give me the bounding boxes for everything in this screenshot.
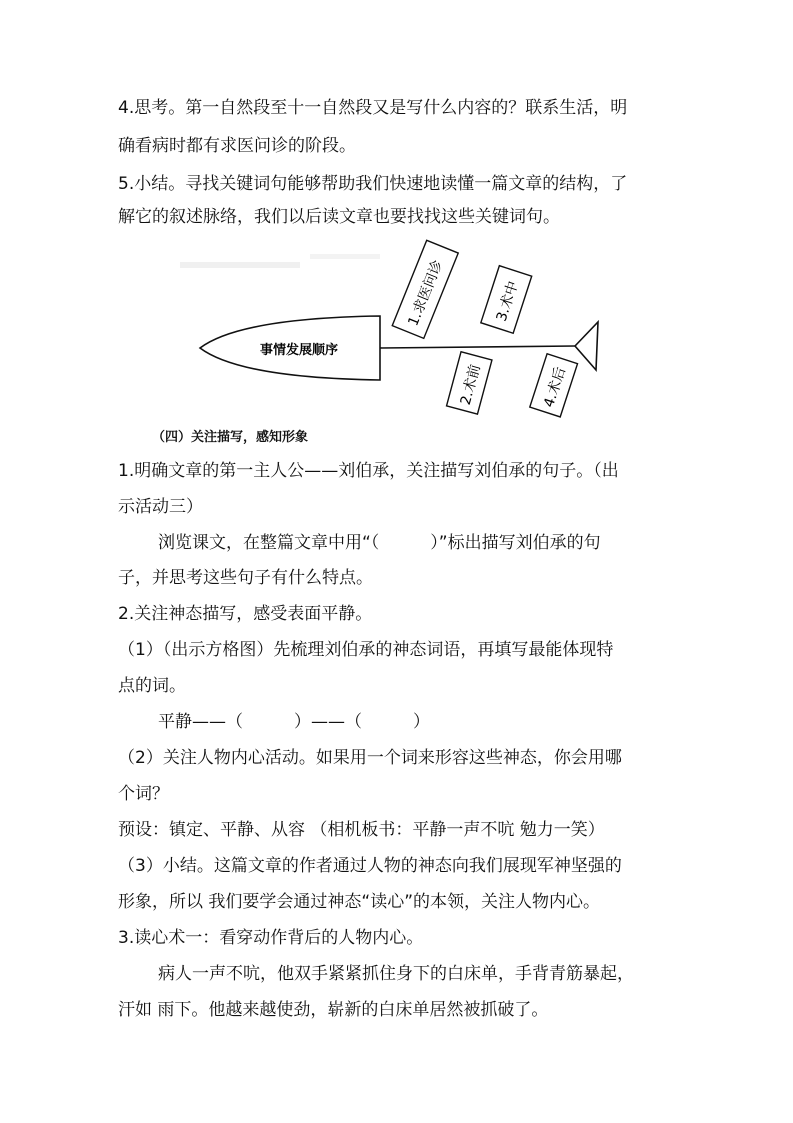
text-line: 个词？	[118, 784, 169, 804]
text-line: 3.读心术一：看穿动作背后的人物内心。	[118, 928, 424, 948]
fish-spine	[380, 346, 575, 348]
text-line: （1）（出示方格图）先梳理刘伯承的神态词语，再填写最能体现特	[118, 640, 614, 660]
background-smudge	[180, 262, 300, 268]
text-line: 形象，所以 我们要学会通过神态“读心”的本领，关注人物内心。	[118, 892, 601, 912]
fish-tail	[575, 322, 598, 370]
fishbone-box-3	[481, 266, 532, 334]
text-line: 5.小结。寻找关键词句能够帮助我们快速地读懂一篇文章的结构，了	[118, 174, 628, 194]
text-line: 汗如 雨下。他越来越使劲，崭新的白床单居然被抓破了。	[118, 1000, 549, 1020]
text-line: 点的词。	[118, 676, 186, 696]
text-line: （2）关注人物内心活动。如果用一个词来形容这些神态，你会用哪	[118, 748, 622, 768]
text-line: 确看病时都有求医问诊的阶段。	[118, 136, 356, 156]
fishbone-box-2	[447, 352, 492, 414]
text-line: 4.思考。第一自然段至十一自然段又是写什么内容的？联系生活，明	[118, 98, 628, 118]
box-label: 3.术中	[493, 279, 522, 324]
text-line: 解它的叙述脉络，我们以后读文章也要找找这些关键词句。	[118, 207, 560, 227]
text-line: （3）小结。这篇文章的作者通过人物的神态向我们展现军神坚强的	[118, 856, 622, 876]
box-label: 2.术前	[457, 362, 484, 407]
text-line: 1.明确文章的第一主人公——刘伯承，关注描写刘伯承的句子。（出	[118, 461, 619, 481]
text-line: 浏览课文，在整篇文章中用“（ ）”标出描写刘伯承的句	[158, 533, 601, 553]
fill-in-blank-line: 平静——（ ）——（ ）	[158, 712, 430, 732]
background-smudge	[310, 254, 380, 259]
text-line: 示活动三）	[118, 497, 203, 517]
fishbone-box-1	[392, 240, 458, 338]
fishbone-box-4	[530, 354, 578, 417]
box-label: 1.求医问诊	[405, 258, 447, 329]
text-line: 预设：镇定、平静、从容 （相机板书：平静一声不吭 勉力一笑）	[118, 820, 605, 840]
text-line: 2.关注神态描写，感受表面平静。	[118, 604, 373, 624]
fish-head-label: 事情发展顺序	[260, 343, 339, 358]
text-line: 子，并思考这些句子有什么特点。	[118, 568, 373, 588]
section-heading: （四）关注描写，感知形象	[152, 430, 309, 445]
text-line: 病人一声不吭，他双手紧紧抓住身下的白床单，手背青筋暴起，	[158, 964, 634, 984]
fishbone-diagram	[160, 232, 630, 428]
box-label: 4.术后	[541, 365, 570, 410]
